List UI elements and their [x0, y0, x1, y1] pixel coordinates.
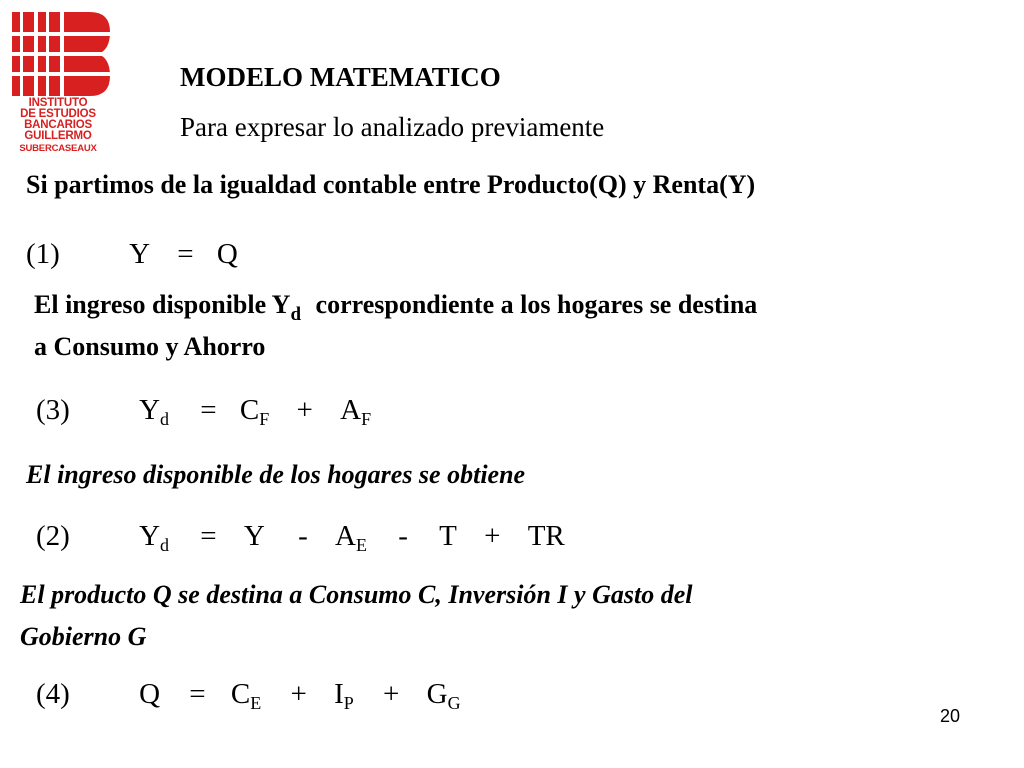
eq-term: Y	[243, 520, 265, 552]
subscript: d	[290, 304, 302, 325]
page-number: 20	[939, 706, 960, 726]
eq-term: TR	[527, 520, 565, 552]
eq-operator: +	[296, 394, 313, 426]
eq-operator: -	[398, 520, 408, 552]
note-product-destination: El producto Q se destina a Consumo C, Inversión I y Gasto del	[20, 580, 693, 609]
text-segment: correspondiente a los hogares se destina	[315, 290, 758, 319]
logo-text-line: INSTITUTO	[28, 97, 88, 109]
equation-label: (3)	[36, 394, 70, 426]
note-disposable-income: El ingreso disponible de los hogares se obtiene	[26, 460, 526, 489]
slide-subtitle: Para expresar lo analizado previamente	[180, 112, 605, 142]
intro-text: Si partimos de la igualdad contable entre Producto(Q) y Renta(Y)	[26, 170, 756, 199]
eq-operator: +	[484, 520, 501, 552]
eq-term: Q	[139, 678, 161, 710]
eq-term: CF	[239, 394, 270, 429]
eq-term: GG	[426, 678, 461, 713]
logo-text-line: GUILLERMO	[24, 130, 92, 142]
eq-term: Yd	[139, 520, 170, 555]
eq-term: AF	[340, 394, 372, 429]
eq-term: Q	[216, 238, 238, 270]
equation-3	[36, 394, 371, 427]
eq-term: CE	[230, 678, 262, 713]
eq-term: Yd	[139, 394, 170, 429]
equation-label: (1)	[26, 238, 60, 270]
equation-4	[36, 678, 461, 711]
eq-operator: =	[189, 678, 206, 710]
equation-1	[26, 238, 238, 271]
disposable-income-text-line2: a Consumo y Ahorro	[34, 332, 266, 361]
logo-text-line: BANCARIOS	[24, 119, 92, 131]
institute-logo-mark	[12, 12, 110, 96]
eq-term: AE	[335, 520, 367, 555]
text-segment: El ingreso disponible Y	[34, 290, 291, 319]
eq-operator: +	[290, 678, 307, 710]
equation-label: (2)	[36, 520, 70, 552]
slide-title: MODELO MATEMATICO	[180, 62, 501, 92]
disposable-income-text	[34, 290, 758, 325]
note-product-destination-line2: Gobierno G	[20, 622, 147, 651]
logo-text-line: DE ESTUDIOS	[20, 108, 96, 120]
equation-label: (4)	[36, 678, 70, 710]
eq-operator: =	[200, 520, 217, 552]
equation-2	[36, 520, 565, 553]
eq-term: T	[439, 520, 457, 552]
eq-operator: =	[177, 238, 194, 270]
eq-operator: =	[200, 394, 217, 426]
eq-term: Y	[129, 238, 151, 270]
eq-operator: +	[383, 678, 400, 710]
eq-term: IP	[334, 678, 354, 713]
eq-operator: -	[298, 520, 308, 552]
logo-text-line: SUBERCASEAUX	[19, 143, 97, 154]
